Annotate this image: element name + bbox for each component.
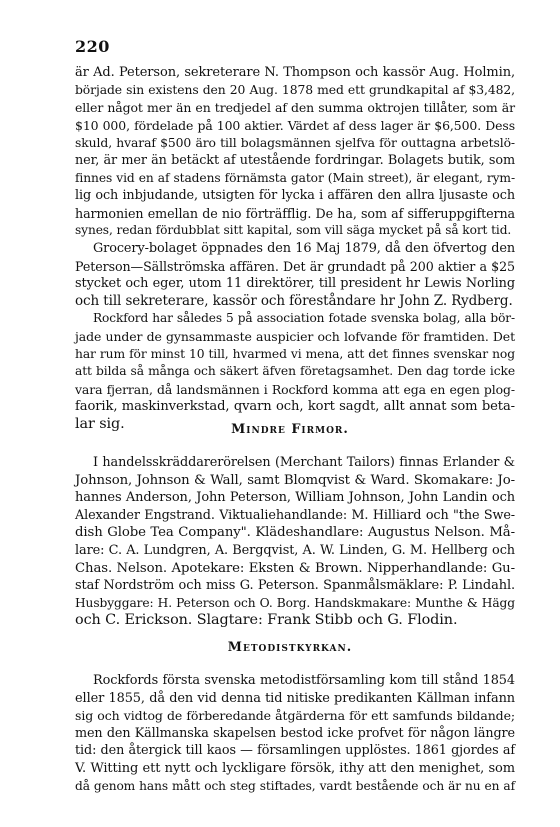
section-heading-smaller-firms: Mindre Firmor. — [231, 422, 349, 437]
text-line: hannes Anderson, John Peterson, William Johnson, John Landin och — [75, 490, 515, 506]
text-line: I handelsskräddarerörelsen (Merchant Tailors) finnas Erlander & — [93, 455, 515, 470]
text-line: $10 000, fördelade på 100 aktier. Värdet af dess lager är $6,500. Dess — [75, 117, 515, 133]
text-line: jade under de gynsammaste auspicier och lofvande för framtiden. Det — [75, 328, 515, 344]
paragraph-block-cooperatives — [75, 64, 515, 433]
text-line: vara fjerran, då landsmännen i Rockford komma att ega en egen plog- — [75, 381, 515, 397]
text-line: lare: C. A. Lundgren, A. Bergqvist, A. W. Linden, G. M. Hellberg och — [75, 542, 515, 558]
text-line: harmonien emellan de nio förträfflig. De ha, som af sifferuppgifterna — [75, 205, 515, 221]
text-line: lig och inbjudande, utsigten för lycka i affären den allra ljusaste och — [75, 188, 515, 204]
text-line: Rockford har således 5 på association fotade svenska bolag, alla bör- — [93, 311, 515, 326]
text-line: men den Källmanska skapelsen bestod icke profvet för någon längre — [75, 725, 515, 741]
text-line: staf Nordström och miss G. Peterson. Spanmålsmäklare: P. Lindahl. — [75, 578, 515, 594]
paragraph-block-smaller-firms — [75, 454, 515, 630]
text-line: Husbyggare: H. Peterson och O. Borg. Handskmakare: Munthe & Hägg — [75, 595, 515, 610]
text-line: eller 1855, då den vid denna tid nitiske predikanten Källman infann — [75, 690, 515, 706]
text-line: då genom hans mått och steg stiftades, vardt bestående och är nu en af — [75, 778, 515, 793]
text-line: och till sekreterare, kassör och föreståndare hr John Z. Rydberg. — [75, 292, 513, 309]
text-line: att bilda så många och säkert äfven företagsamhet. Den dag torde icke — [75, 364, 515, 379]
text-line: skuld, hvaraf $500 äro till bolagsmännen sjelfva för outtagna arbetslö- — [75, 135, 515, 151]
text-line: tid: den återgick till kaos — församlingen upplöstes. 1861 gjordes af — [75, 743, 515, 759]
text-line: faorik, maskinverkstad, qvarn och, kort sagdt, allt annat som beta- — [75, 399, 515, 415]
text-line: synes, redan fördubblat sitt kapital, som vill säga mycket på så kort tid. — [75, 223, 512, 238]
text-line: började sin existens den 20 Aug. 1878 med ett grundkapital af $3,482, — [75, 82, 515, 97]
text-line: stycket och eger, utom 11 direktörer, till president hr Lewis Norling — [75, 276, 515, 292]
text-line: har rum för minst 10 till, hvarmed vi mena, att det finnes svenskar nog — [75, 346, 515, 361]
text-line: sig och vidtog de förberedande åtgärderna för ett samfunds bildande; — [75, 708, 515, 724]
text-line: lar sig. — [75, 415, 125, 432]
text-line: finnes vid en af stadens förnämsta gator (Main street), är elegant, rym- — [75, 170, 515, 185]
text-line: Grocery-bolaget öppnades den 16 Maj 1879, då den öfvertog den — [93, 240, 515, 256]
text-line: ner, är mer än betäckt af utestående fordringar. Bolagets butik, som — [75, 152, 515, 168]
text-line: och C. Erickson. Slagtare: Frank Stibb och G. Flodin. — [75, 612, 458, 629]
paragraph-block-methodist-church — [75, 672, 515, 795]
text-line: eller något mer än en tredjedel af den summa oktrojen tillåter, som är — [75, 100, 515, 116]
text-line: Johnson, Johnson & Wall, samt Blomqvist & Ward. Skomakare: Jo- — [75, 472, 515, 488]
page-number: 220 — [75, 37, 110, 56]
text-line: Alexander Engstrand. Viktualiehandlande: M. Hilliard och "the Swe- — [75, 507, 515, 523]
text-line: dish Globe Tea Company". Klädeshandlare: Augustus Nelson. Må- — [75, 525, 515, 541]
text-line: är Ad. Peterson, sekreterare N. Thompson och kassör Aug. Holmin, — [75, 65, 515, 80]
text-line: Peterson—Sällströmska affären. Det är grundadt på 200 aktier a $25 — [75, 258, 515, 274]
section-heading-methodist-church: Metodistkyrkan. — [227, 640, 353, 655]
text-line: V. Witting ett nytt och lyckligare försök, ithy att den menighet, som — [75, 760, 515, 776]
text-line: Rockfords första svenska metodistförsamling kom till stånd 1854 — [93, 673, 515, 688]
text-line: Chas. Nelson. Apotekare: Eksten & Brown. Nipperhandlande: Gu- — [75, 560, 515, 576]
